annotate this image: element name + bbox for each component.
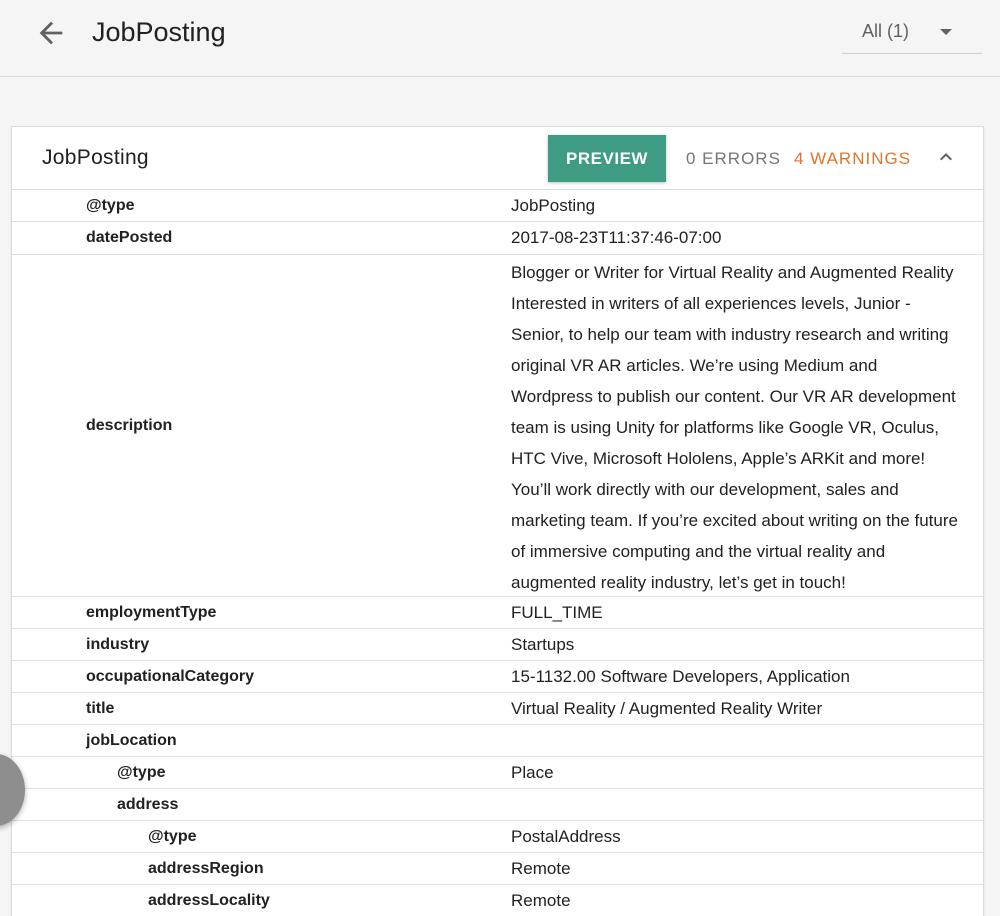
top-bar [0,0,1000,77]
property-name: datePosted [86,229,173,246]
property-value [511,725,961,756]
table-row [12,885,983,916]
caret-down-icon [940,29,952,35]
property-value: FULL_TIME [511,602,603,622]
table-row [12,597,983,629]
arrow-back-icon[interactable] [34,16,68,50]
property-value: Remote [511,858,571,878]
warnings-count[interactable]: 4 WARNINGS [794,149,912,168]
table-row [12,757,983,789]
property-value: Blogger or Writer for Virtual Reality and Augmented Reality Interested in writers of all experiences levels, Junior - Senior, to help our team with industry research and writing original VR AR articles. We’re using Medium and Wordpress to publish our content. Our VR AR development team is using Unity for platforms like Google VR, Oculus, HTC Vive, Microsoft Hololens, Apple’s ARKit and more! You’ll work directly with our development, sales and marketing team. If you’re excited about writing on the future of immersive computing and the virtual reality and augmented reality industry, let’s get in touch! [511,263,958,592]
property-value: 2017-08-23T11:37:46-07:00 [511,228,722,247]
table-row [12,222,983,255]
property-name: addressLocality [148,891,270,909]
property-value: Startups [511,634,575,654]
chevron-up-icon[interactable] [934,145,958,169]
table-row [12,789,983,821]
card-title: JobPosting [42,146,149,169]
property-value: Remote [511,890,571,910]
filter-dropdown[interactable] [842,8,982,54]
preview-button[interactable]: PREVIEW [548,135,666,182]
property-name: employmentType [86,603,217,621]
property-value: 15-1132.00 Software Developers, Application [511,666,850,686]
property-name: @type [148,827,197,845]
table-row [12,661,983,693]
property-value: Place [511,762,554,782]
table-row [12,853,983,885]
table-row [12,725,983,757]
result-card [11,126,984,916]
page-title: JobPosting [92,17,226,47]
property-value: Virtual Reality / Augmented Reality Writer [511,698,823,718]
errors-count[interactable]: 0 ERRORS [686,149,781,168]
property-value: PostalAddress [511,826,621,846]
filter-label: All (1) [862,21,910,41]
property-name: occupationalCategory [86,667,255,685]
property-name: title [86,699,115,717]
property-name: industry [86,635,150,653]
property-value: JobPosting [511,195,596,215]
property-name: jobLocation [86,731,177,749]
table-row [12,190,983,222]
property-name: addressRegion [148,859,264,877]
property-name: @type [117,763,166,781]
card-header [12,127,983,190]
property-value [511,789,961,820]
table-row [12,629,983,661]
property-name: description [86,416,173,434]
property-name: @type [86,196,135,214]
property-name: address [117,795,179,813]
table-row [12,821,983,853]
property-table [12,190,983,916]
table-row [12,255,983,597]
table-row [12,693,983,725]
